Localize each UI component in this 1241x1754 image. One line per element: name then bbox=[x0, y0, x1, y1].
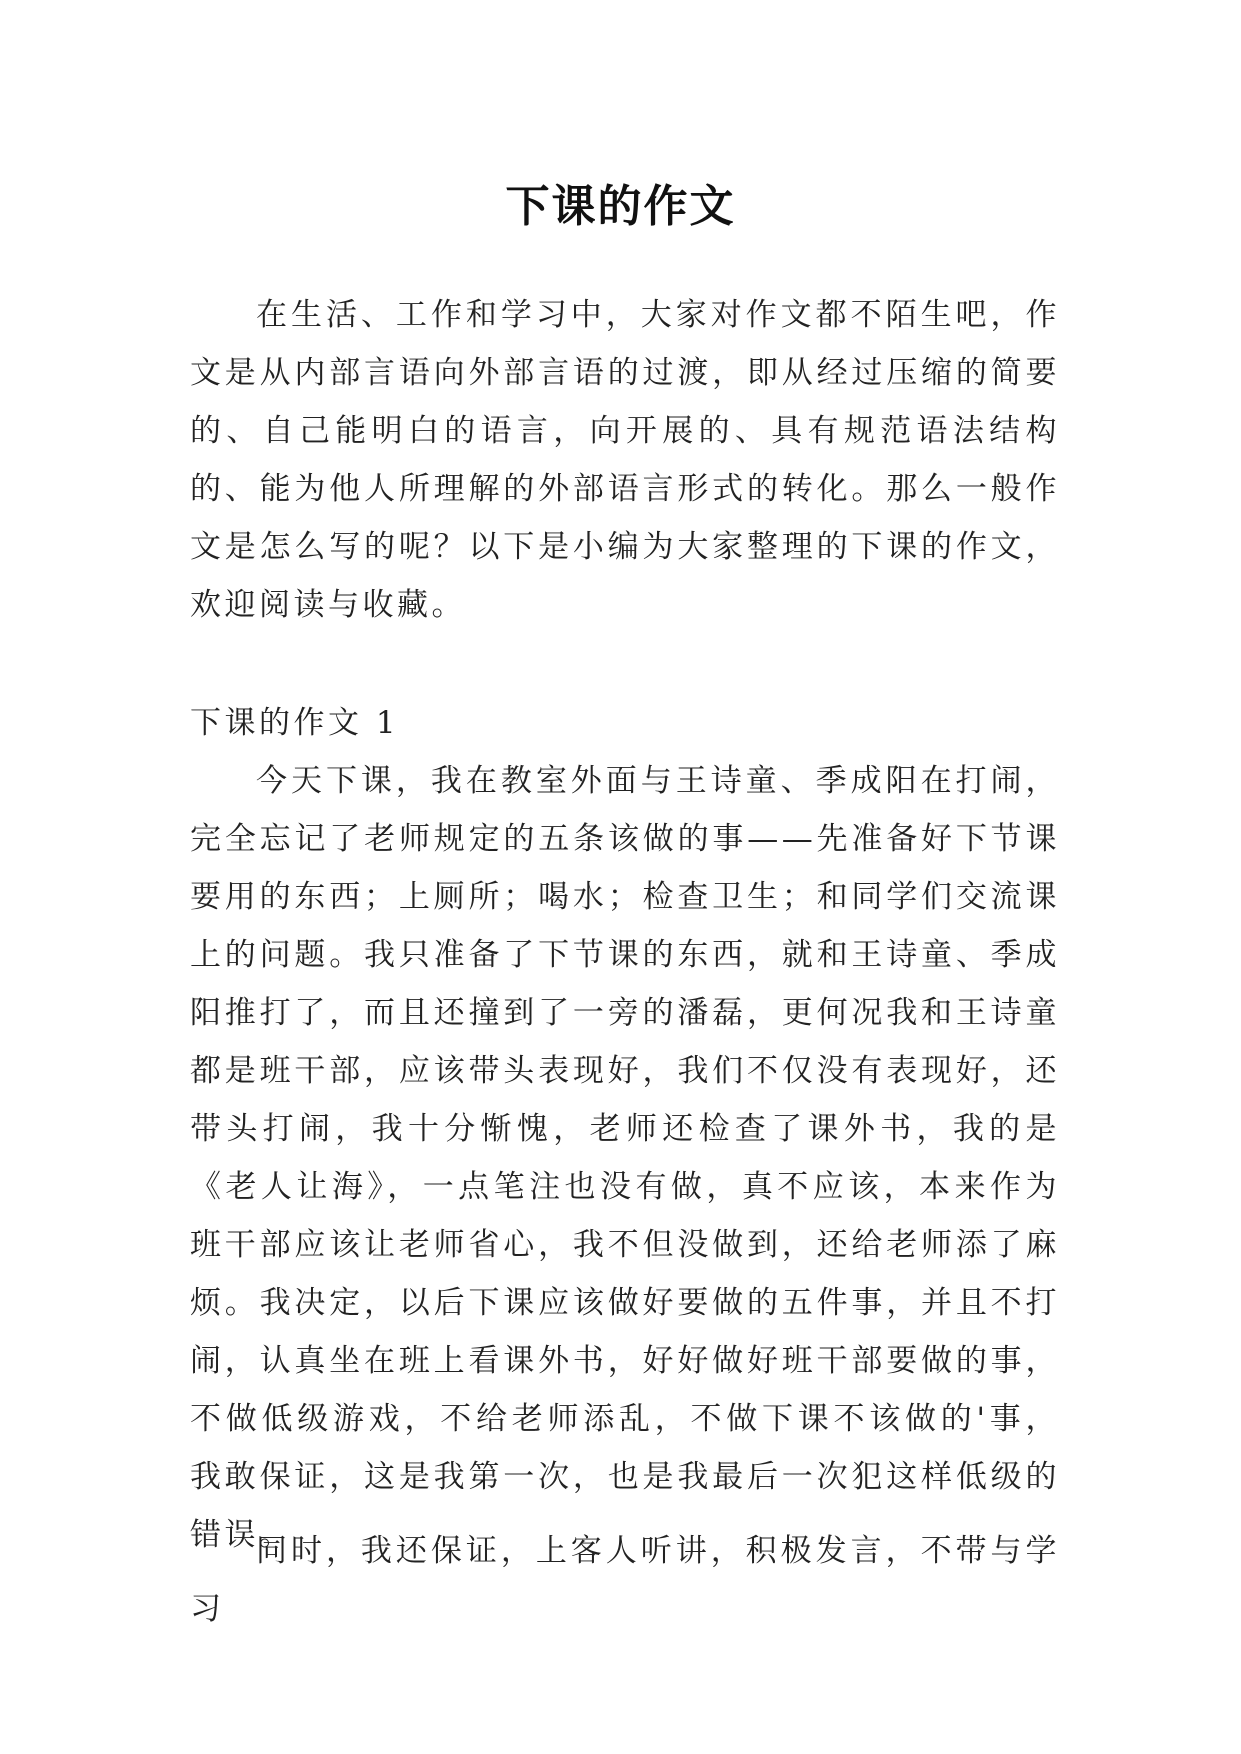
body-paragraph: 今天下课，我在教室外面与王诗童、季成阳在打闹，完全忘记了老师规定的五条该做的事——先准备好下节课要用的东西；上厕所；喝水；检查卫生；和同学们交流课上的问题。我只准备了下节课的东西，就和王诗童、季成阳推打了，而且还撞到了一旁的潘磊，更何况我和王诗童都是班干部，应该带头表现好，我们不仅没有表现好，还带头打闹，我十分惭愧，老师还检查了课外书，我的是《老人让海》，一点笔注也没有做，真不应该，本来作为班干部应该让老师省心，我不但没做到，还给老师添了麻烦。我决定，以后下课应该做好要做的五件事，并且不打闹，认真坐在班上看课外书，好好做好班干部要做的事，不做低级游戏，不给老师添乱，不做下课不该做的'事，我敢保证，这是我第一次，也是我最后一次犯这样低级的错误。 bbox=[190, 763, 1060, 1553]
section-heading: 下课的作文 1 bbox=[190, 705, 400, 741]
page-title: 下课的作文 bbox=[505, 181, 736, 233]
intro-paragraph: 在生活、工作和学习中，大家对作文都不陌生吧，作文是从内部言语向外部言语的过渡，即从经过压缩的简要的、自己能明白的语言，向开展的、具有规范语法结构的、能为他人所理解的外部语言形式的转化。那么一般作文是怎么写的呢？以下是小编为大家整理的下课的作文，欢迎阅读与收藏。 bbox=[190, 297, 1060, 623]
body-paragraph: 同时，我还保证，上客人听讲，积极发言，不带与学习 bbox=[190, 1533, 1060, 1627]
